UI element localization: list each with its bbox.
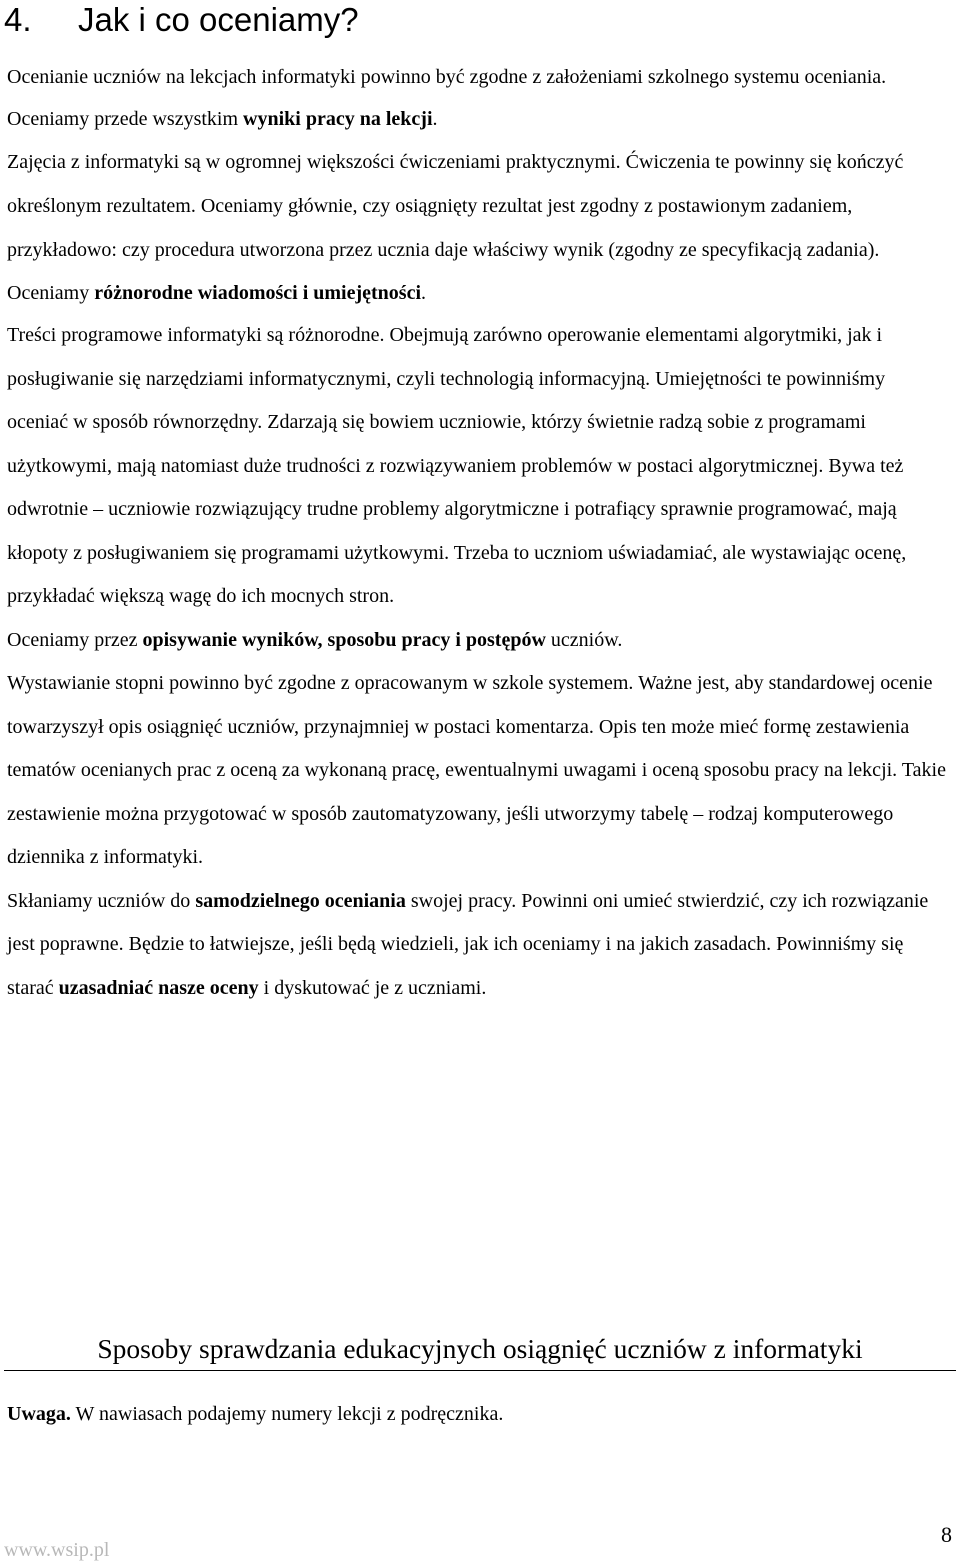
paragraph-text: Oceniamy przede wszystkim (7, 108, 244, 130)
emphasis-text: opisywanie wyników, sposobu pracy i postępów (142, 628, 546, 651)
paragraph-text: Ocenianie uczniów na lekcjach informatyki powinno być zgodne z założeniami szkolnego systemu oceniania. (7, 66, 887, 88)
emphasis-text: samodzielnego oceniania (195, 889, 406, 912)
paragraph (7, 314, 947, 619)
paragraph (7, 56, 947, 98)
note-text: W nawiasach podajemy numery lekcji z podręcznika. (70, 1403, 504, 1425)
paragraph (7, 880, 947, 1011)
paragraph-text: swojej pracy. Powinni oni umieć stwierdzić, czy ich rozwiązanie jest poprawne. Będzie to łatwiejsze, jeśli będą wiedzieli, jak ich oceniamy i na jakich zasadach. Powinniśmy się starać (7, 889, 929, 999)
body-text (7, 56, 947, 1010)
footer-website: www.wsip.pl (4, 1539, 110, 1561)
emphasis-text: wyniki pracy na lekcji (243, 108, 433, 130)
paragraph (7, 662, 947, 880)
emphasis-text: uzasadniać nasze oceny (58, 976, 259, 999)
paragraph (7, 272, 947, 314)
section-title: Sposoby sprawdzania edukacyjnych osiągnięć uczniów z informatyki (4, 1330, 956, 1371)
paragraph-text: Zajęcia z informatyki są w ogromnej większości ćwiczeniami praktycznymi. Ćwiczenia te powinny się kończyć określonym rezultatem. Oceniamy głównie, czy osiągnięty rezultat jest zgodny z postawionym zadaniem, przykładowo: czy procedura utworzona przez ucznia daje właściwy wynik (zgodny ze specyfikacją zadania). (7, 151, 904, 261)
chapter-title: Jak i co oceniamy? (78, 1, 359, 38)
note (7, 1399, 503, 1429)
paragraph-text: Treści programowe informatyki są różnorodne. Obejmują zarówno operowanie elementami algorytmiki, jak i posługiwanie się narzędziami informatycznymi, czyli technologią informacyjną. Umiejętności te powinniśmy oceniać w sposób równorzędny. Zdarzają się bowiem uczniowie, którzy świetnie radzą sobie z programami użytkowymi, mają natomiast duże trudności z rozwiązywaniem problemów w postaci algorytmicznej. Bywa też odwrotnie – uczniowie rozwiązujący trudne problemy algorytmiczne i potrafiący sprawnie programować, mają kłopoty z posługiwaniem się programami użytkowymi. Trzeba to uczniom uświadamiać, ale wystawiając ocenę, przykładać większą wagę do ich mocnych stron. (7, 324, 907, 607)
paragraph-text: uczniów. (545, 628, 623, 651)
paragraph-text: . (421, 282, 427, 304)
paragraph-text: Wystawianie stopni powinno być zgodne z opracowanym w szkole systemem. Ważne jest, aby standardowej ocenie towarzyszył opis osiągnięć uczniów, przynajmniej w postaci komentarza. Opis ten może mieć formę zestawienia tematów ocenianych prac z oceną za wykonaną pracę, ewentualnymi uwagami i oceną sposobu pracy na lekcji. Takie zestawienie można przygotować w sposób zautomatyzowany, jeśli utworzymy tabelę – rodzaj komputerowego dziennika z informatyki. (7, 672, 946, 868)
paragraph (7, 140, 947, 272)
emphasis-text: różnorodne wiadomości i umiejętności (94, 282, 422, 304)
note-label: Uwaga. (7, 1403, 71, 1425)
paragraph-text: Skłaniamy uczniów do (7, 889, 196, 912)
chapter-heading (4, 0, 359, 40)
paragraph-text: Oceniamy (7, 282, 95, 304)
paragraph (7, 619, 947, 663)
chapter-number: 4. (4, 1, 32, 38)
paragraph-text: Oceniamy przez (7, 628, 143, 651)
paragraph-text: i dyskutować je z uczniami. (258, 976, 487, 999)
paragraph (7, 98, 947, 140)
page-number: 8 (941, 1522, 952, 1547)
paragraph-text: . (432, 108, 438, 130)
